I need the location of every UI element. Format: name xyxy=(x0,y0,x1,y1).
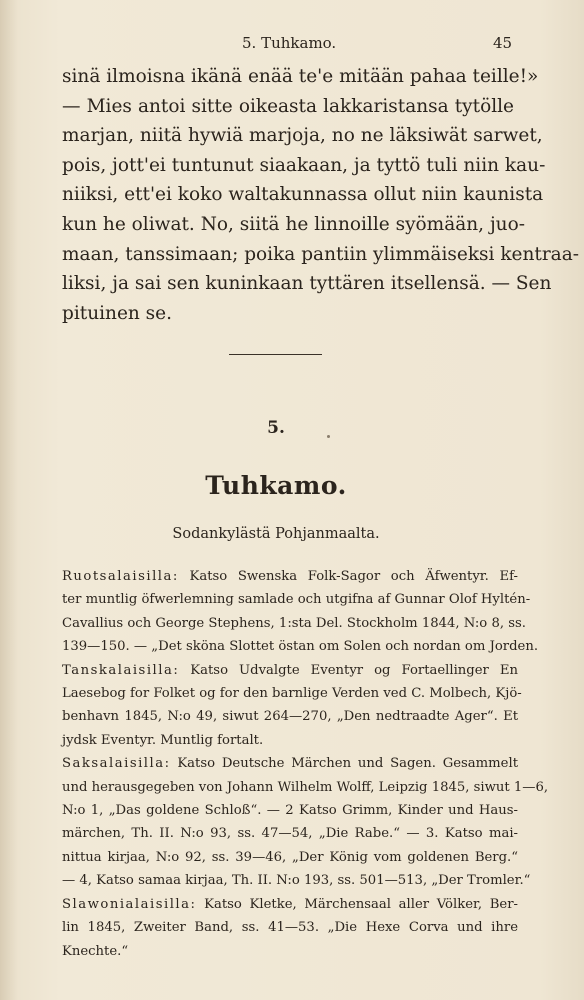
section-number: 5. xyxy=(267,418,285,438)
story-ending-paragraph xyxy=(62,62,579,328)
note-text: nittua kirjaa, N:o 92, ss. 39—46, „Der König vom goldenen Berg.“ xyxy=(62,849,518,865)
note-text: Knechte.“ xyxy=(62,943,129,959)
section-divider xyxy=(229,354,322,355)
note-label: Ruotsalaisilla: xyxy=(62,569,179,584)
chapter-title: Tuhkamo. xyxy=(205,471,347,500)
note-line xyxy=(62,705,518,728)
note-line xyxy=(62,729,518,752)
text-line: pituinen se. xyxy=(62,302,173,324)
note-line xyxy=(62,776,549,799)
note-line xyxy=(62,612,526,635)
text-line: pois, jott'ei tuntunut siaakaan, ja tyttö tuli niin kau- xyxy=(62,154,546,176)
note-text: Cavallius och George Stephens, 1:sta Del. Stockholm 1844, N:o 8, ss. xyxy=(62,615,526,631)
note-line xyxy=(62,916,518,939)
note-label: Saksalaisilla: xyxy=(62,756,171,772)
note-text: Katso Swenska Folk-Sagor och Äfwentyr. Ef- xyxy=(178,569,518,584)
note-text: Laesebog for Folket og for den barnlige Verden ved C. Molbech, Kjö- xyxy=(62,686,522,702)
note-text: Katso Udvalgte Eventyr og Fortaellinger En xyxy=(179,662,518,678)
note-line xyxy=(62,940,518,963)
note-line xyxy=(62,799,518,822)
note-label: Slawonialaisilla: xyxy=(62,896,197,912)
note-line xyxy=(62,588,531,611)
note-line xyxy=(62,565,518,588)
text-line: niiksi, ett'ei koko waltakunnassa ollut niin kaunista xyxy=(62,184,544,206)
note-text: Katso Kletke, Märchensaal aller Völker, Ber- xyxy=(196,896,518,912)
note-line xyxy=(62,682,522,705)
comparative-notes xyxy=(62,565,549,963)
text-line: marjan, niitä hywiä marjoja, no ne läksiwät sarwet, xyxy=(62,125,543,147)
text-line: sinä ilmoisna ikänä enää te'e mitään pahaa teille!» xyxy=(62,66,539,87)
text-line: maan, tanssimaan; poika pantiin ylimmäiseksi kentraa- xyxy=(62,243,579,265)
note-text: — 4, Katso samaa kirjaa, Th. II. N:o 193, ss. 501—513, „Der Tromler.“ xyxy=(62,873,531,889)
page-header xyxy=(0,34,584,54)
paper-speck xyxy=(327,435,330,438)
note-line xyxy=(62,752,518,775)
text-line: — Mies antoi sitte oikeasta lakkaristansa tytölle xyxy=(62,95,514,117)
page-number: 45 xyxy=(493,34,513,52)
note-text: lin 1845, Zweiter Band, ss. 41—53. „Die Hexe Corva und ihre xyxy=(62,920,518,936)
note-line xyxy=(62,822,518,845)
chapter-subtitle: Sodankylästä Pohjanmaalta. xyxy=(172,526,380,542)
note-text: märchen, Th. II. N:o 93, ss. 47—54, „Die Rabe.“ — 3. Katso mai- xyxy=(62,826,518,842)
note-line xyxy=(62,846,518,869)
note-text: und herausgegeben von Johann Wilhelm Wolff, Leipzig 1845, siwut 1—6, xyxy=(62,779,549,795)
note-line xyxy=(62,869,531,892)
note-line xyxy=(62,659,518,682)
note-text: benhavn 1845, N:o 49, siwut 264—270, „Den nedtraadte Ager“. Et xyxy=(62,709,518,725)
note-text: jydsk Eventyr. Muntlig fortalt. xyxy=(62,732,264,748)
text-line: kun he oliwat. No, siitä he linnoille syömään, juo- xyxy=(62,213,525,235)
note-label: Tanskalaisilla: xyxy=(62,662,180,678)
note-line xyxy=(62,893,518,916)
note-text: Katso Deutsche Märchen und Sagen. Gesammelt xyxy=(170,756,518,772)
note-text: 139—150. — „Det sköna Slottet östan om Solen och nordan om Jorden. xyxy=(62,639,539,655)
note-text: ter muntlig öfwerlemning samlade och utgifna af Gunnar Olof Hyltén- xyxy=(62,592,531,608)
note-line xyxy=(62,635,539,658)
text-line: liksi, ja sai sen kuninkaan tyttären itsellensä. — Sen xyxy=(62,273,552,295)
note-text: N:o 1, „Das goldene Schloß“. — 2 Katso Grimm, Kinder und Haus- xyxy=(62,803,518,819)
running-title: 5. Tuhkamo. xyxy=(242,34,337,52)
